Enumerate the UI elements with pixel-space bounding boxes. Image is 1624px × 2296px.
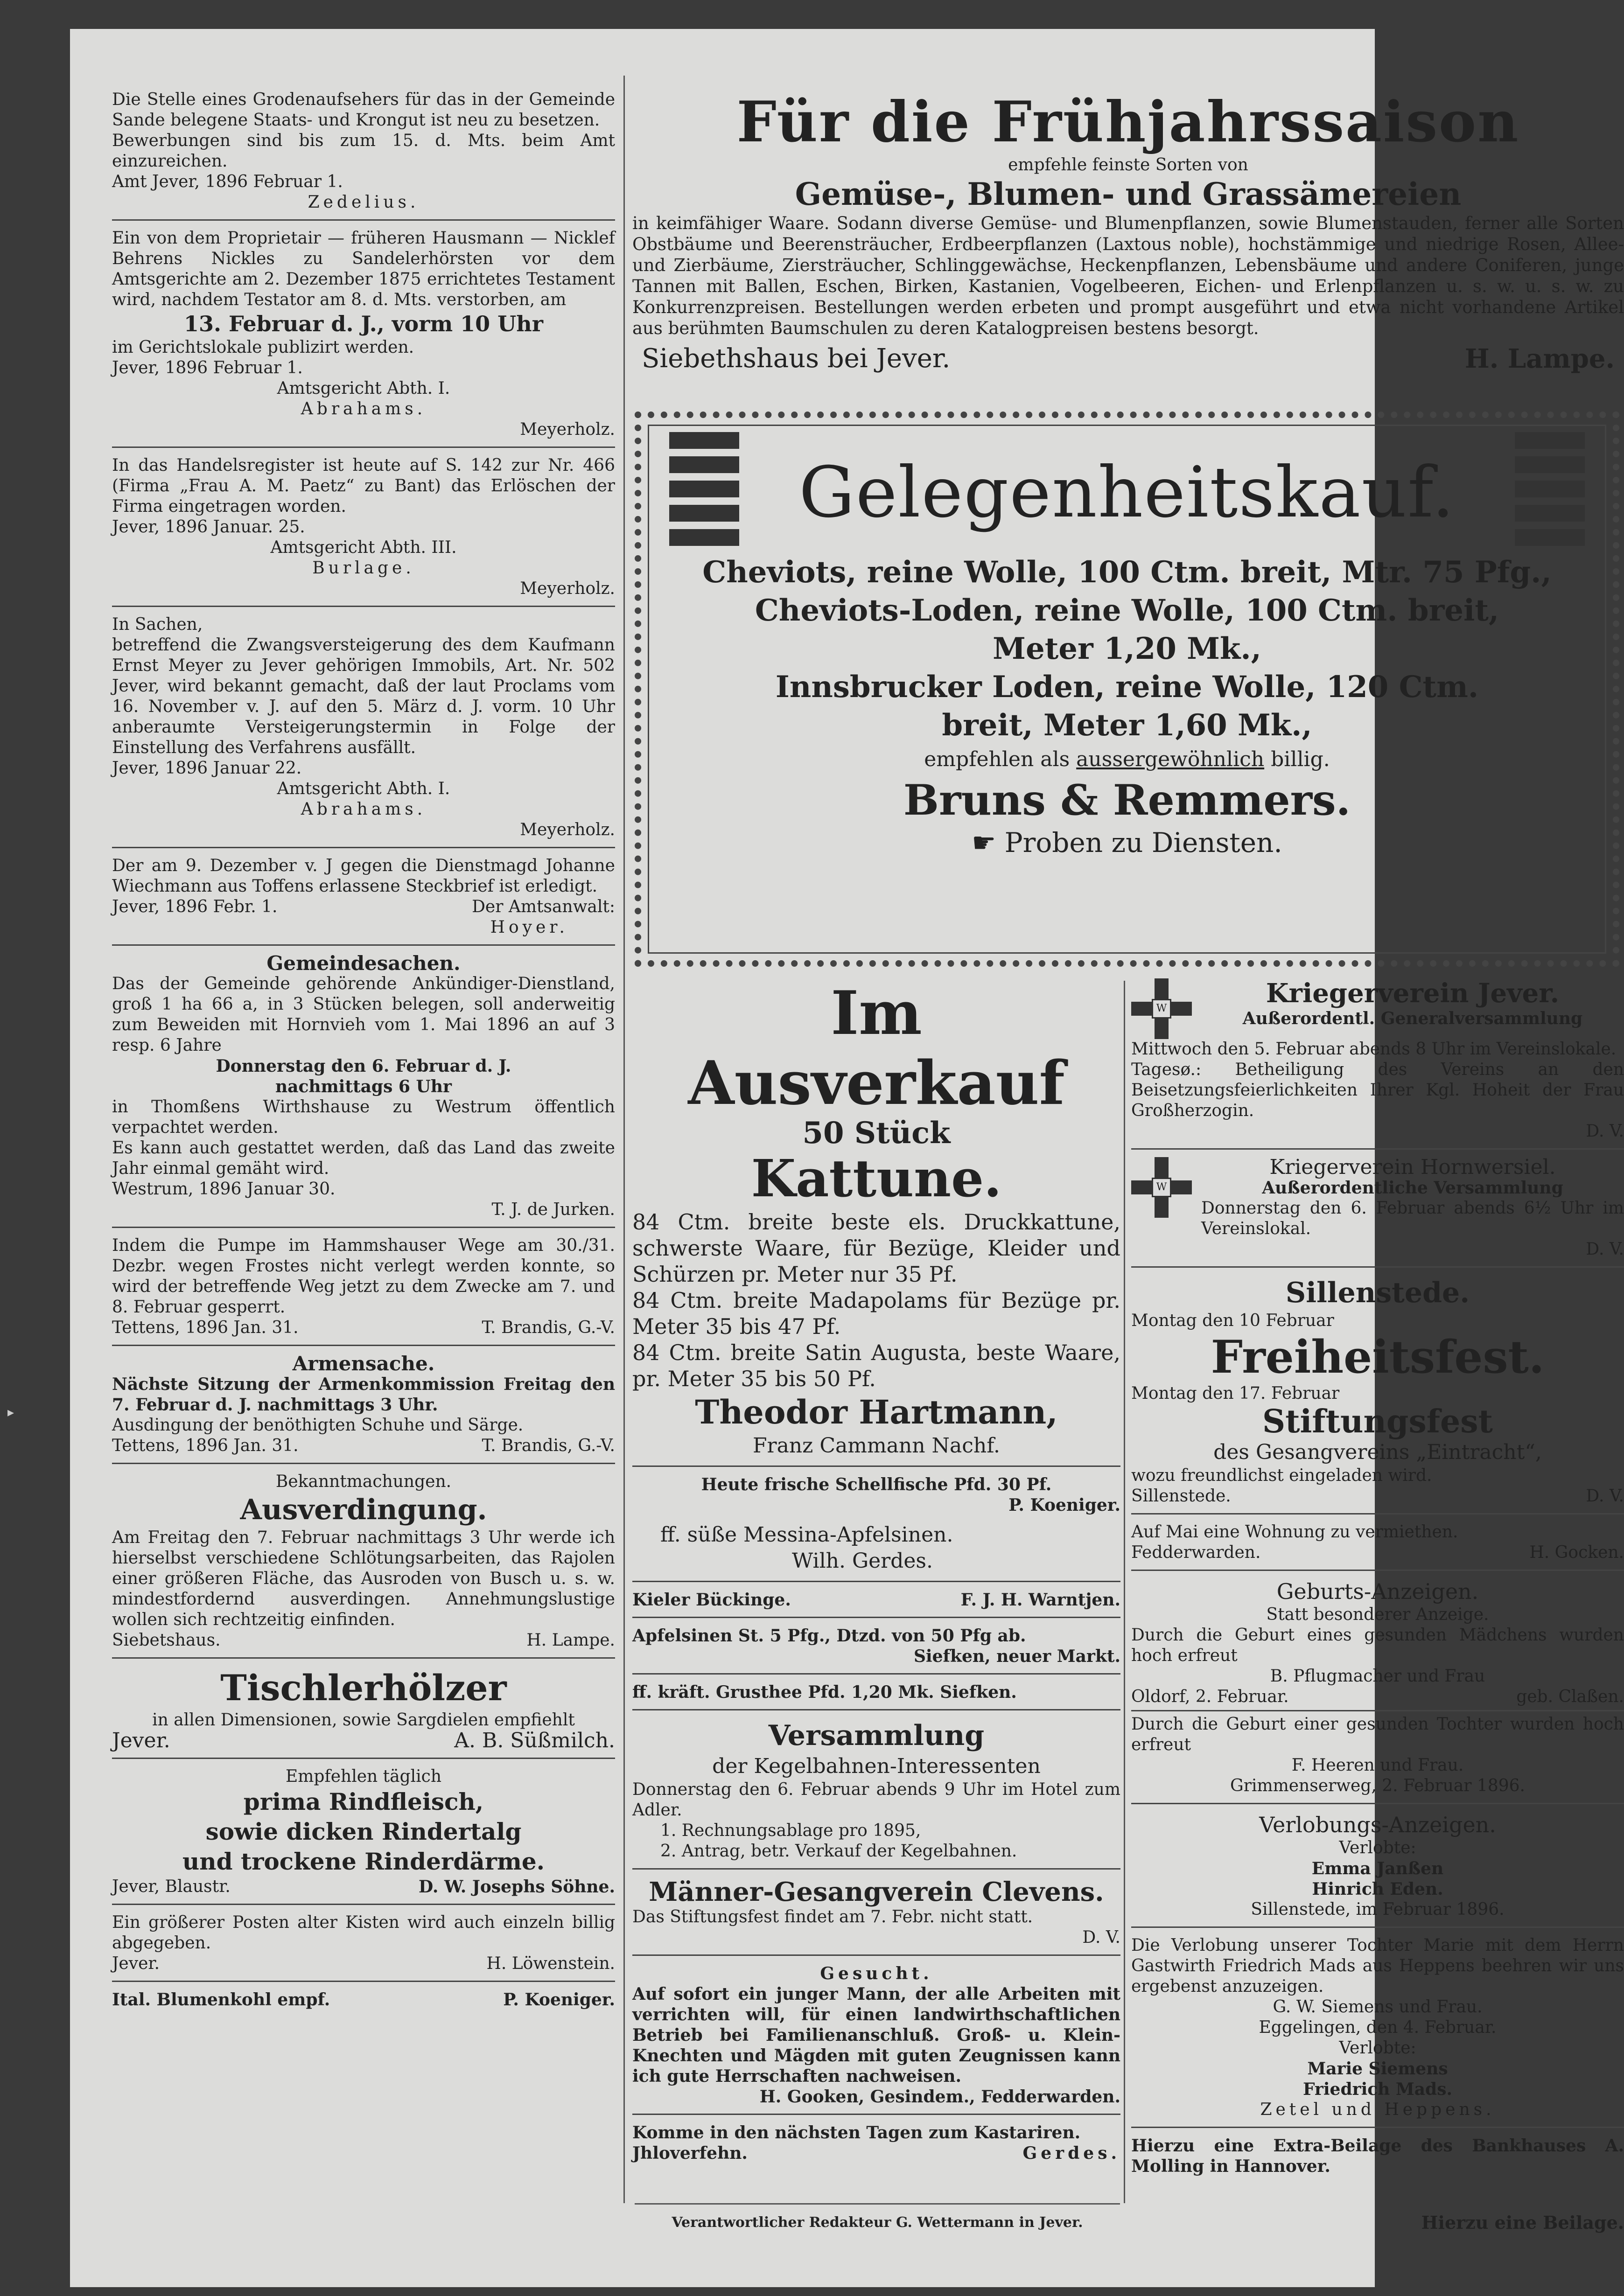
notice-text: Nächste Sitzung der Armenkommission Freitag den 7. Februar d. J. nachmittags 3 Uhr. — [112, 1375, 615, 1415]
ad-tischlerhoelzer — [112, 1666, 615, 1751]
notice-grodenaufseher — [112, 90, 615, 213]
ad-names: Hinrich Eden. — [1312, 1879, 1443, 1899]
ad-firm: P. Koeniger. — [1008, 1495, 1120, 1515]
ad-firm: D. W. Josephs Söhne. — [418, 1877, 615, 1897]
ad-maennergesangverein — [632, 1877, 1120, 1948]
iron-cross-icon: W — [1131, 1157, 1192, 1218]
ad-signature: D. V. — [1586, 1122, 1624, 1141]
notice-clerk: Meyerholz. — [520, 579, 615, 598]
middle-column — [632, 978, 1120, 2170]
notice-date: Tettens, 1896 Jan. 31. — [112, 1318, 299, 1337]
ad-firm: Theodor Hartmann, — [695, 1393, 1058, 1431]
section-heading: Bekanntmachungen. — [275, 1472, 452, 1491]
ad-place: Jhloverfehn. — [632, 2143, 748, 2163]
notice-date: Jever, 1896 Februar 1. — [112, 358, 303, 377]
ad-blumenkohl — [112, 1989, 615, 2010]
ad-text: Die Verlobung unserer Tochter Marie mit dem Herrn Gastwirth Friedrich Mads aus Heppens beehren wir uns ergebenst anzuzeigen. — [1131, 1936, 1624, 1996]
ad-kriegerverein-jever — [1131, 978, 1624, 1142]
ad-text: Heute frische Schellfische Pfd. 30 Pf. — [701, 1475, 1052, 1494]
ad-headline: Stiftungsfest — [1262, 1403, 1493, 1440]
ad-grusthee — [632, 1682, 1120, 1703]
notice-date: Tettens, 1896 Jan. 31. — [112, 1436, 299, 1455]
ad-text: Mittwoch den 5. Februar abends 8 Uhr im Vereinslokale. — [1131, 1040, 1617, 1059]
ad-item: 84 Ctm. breite beste els. Druckkattune, schwerste Waare, für Bezüge, Kleider und Schürzen pr. Meter nur 35 Pf. — [632, 1209, 1120, 1287]
page-edge-arrow-icon: ▸ — [7, 1404, 14, 1420]
ad-subtitle: Verlobte: — [1339, 2038, 1416, 2058]
ad-firm: Wilh. Gerdes. — [792, 1549, 933, 1573]
ad-subtitle: der Kegelbahnen-Interessenten — [712, 1754, 1041, 1778]
ad-line: breit, Meter 1,60 Mk., — [942, 708, 1312, 743]
notice-signature: Hoyer. — [490, 918, 568, 937]
ad-title: Gelegenheitskauf. — [798, 452, 1456, 533]
ad-title: Im Ausverkauf — [688, 978, 1065, 1118]
notice-text: Ausdingung der benöthigten Schuhe und Särge. — [112, 1416, 524, 1435]
notice-text: Die Stelle eines Grodenaufsehers für das in der Gemeinde Sande belegene Staats- und Krongut ist neu zu besetzen. — [112, 90, 615, 130]
ad-names: geb. Claßen. — [1516, 1687, 1624, 1706]
notice-time-highlight: nachmittags 6 Uhr — [275, 1077, 452, 1096]
ad-line: Cheviots-Loden, reine Wolle, 100 Ctm. breit, — [755, 593, 1499, 628]
notice-clerk: Meyerholz. — [520, 820, 615, 839]
ad-rindfleisch — [112, 1766, 615, 1897]
ad-names: F. Heeren und Frau. — [1291, 1756, 1464, 1775]
ad-firm: Bruns & Remmers. — [903, 775, 1351, 825]
ad-place: Jever, Blaustr. — [112, 1877, 231, 1896]
column-divider — [1124, 981, 1125, 2203]
ad-subtitle: 50 Stück — [802, 1116, 951, 1151]
notice-date: Westrum, 1896 Januar 30. — [112, 1179, 336, 1199]
beilage-note: Hierzu eine Beilage. — [1421, 2212, 1624, 2233]
notice-text: Bewerbungen sind bis zum 15. d. Mts. beim Amt einzureichen. — [112, 131, 615, 171]
ad-place: Siebethshaus bei Jever. — [642, 343, 951, 374]
ad-date: Montag den 17. Februar — [1131, 1384, 1340, 1403]
ad-text: Auf sofort ein junger Mann, der alle Arbeiten mit verrichten will, für einen landwirthschaftlichen Betrieb bei Familienanschluß. Groß- u. Klein-Knechten und Mägden mit guten Zeugnissen kann ich gute Herrschaften nachweisen. — [632, 1984, 1120, 2086]
ad-sillenstede-feste — [1131, 1275, 1624, 1507]
notice-authority: Amtsgericht Abth. I. — [277, 779, 450, 798]
notice-text: Das der Gemeinde gehörende Ankündiger-Dienstland, groß 1 ha 66 a, in 3 Stücken belegen, soll anderweitig zum Beweiden mit Hornvieh vom 1. Mai 1896 an auf 3 resp. 6 Jahre — [112, 974, 615, 1055]
ad-names: Friedrich Mads. — [1302, 2080, 1453, 2099]
notice-ausverdingung — [112, 1472, 615, 1651]
ad-signature: H. Gocken. — [1529, 1543, 1624, 1562]
ad-place: Fedderwarden. — [1131, 1543, 1261, 1562]
section-heading: Geburts-Anzeigen. — [1276, 1579, 1479, 1604]
ad-place: Jever. — [112, 1729, 170, 1752]
notice-authority: Amtsgericht Abth. III. — [270, 538, 457, 557]
pointing-hand-icon — [1515, 432, 1585, 553]
ad-item: 84 Ctm. breite Madapolams für Bezüge pr. Meter 35 bis 47 Pf. — [632, 1288, 1120, 1339]
ad-text: Tagesø.: Betheiligung des Vereins an den Beisetzungsfeierlichkeiten Ihrer Kgl. Hoheit der Frau Großherzogin. — [1131, 1060, 1624, 1120]
ad-text: Proben zu Diensten. — [1004, 827, 1282, 858]
ad-line: Innsbrucker Loden, reine Wolle, 120 Ctm. — [775, 670, 1479, 705]
ad-title: Gesucht. — [820, 1964, 933, 1983]
ad-date: Montag den 10 Februar — [1131, 1311, 1334, 1330]
ad-title: Versammlung — [768, 1719, 985, 1752]
notice-signature: Abrahams. — [301, 399, 427, 419]
verlobungs-anzeigen — [1131, 1812, 1624, 1920]
ad-place: Sillenstede. — [1131, 1486, 1231, 1506]
ad-firm: H. Gooken, Gesindem., Fedderwarden. — [759, 2087, 1120, 2107]
ad-names: G. W. Siemens und Frau. — [1273, 1997, 1483, 2017]
geburts-anzeigen — [1131, 1578, 1624, 1796]
notice-date-highlight: 13. Februar d. J., vorm 10 Uhr — [184, 311, 543, 336]
ad-names: B. Pflugmacher und Frau — [1270, 1667, 1485, 1686]
ad-fruehjahrssaison — [632, 90, 1624, 375]
notice-text: Der am 9. Dezember v. J gegen die Dienstmagd Johanne Wiechmann aus Toffens erlassene Steckbrief ist erledigt. — [112, 856, 615, 896]
ad-versammlung — [632, 1718, 1120, 1862]
ad-title: prima Rindfleisch, — [243, 1788, 484, 1815]
ad-gesucht — [632, 1963, 1120, 2107]
agenda-item: 2. Antrag, betr. Verkauf der Kegelbahnen. — [660, 1842, 1017, 1861]
notice-text: Indem die Pumpe im Hammshauser Wege am 30./31. Dezbr. wegen Frostes nicht verlegt werden konnte, so wird der betreffende Weg jetzt zu dem Zwecke am 7. und 8. Februar gesperrt. — [112, 1236, 615, 1317]
ad-place: Eggelingen, den 4. Februar. — [1259, 2018, 1497, 2037]
ad-text: Auf Mai eine Wohnung zu vermiethen. — [1131, 1522, 1458, 1542]
notice-date: Jever, 1896 Januar 22. — [112, 759, 302, 778]
ad-text: Apfelsinen St. 5 Pfg., Dtzd. von 50 Pfg ab. — [632, 1626, 1026, 1646]
ad-ausverkauf — [632, 978, 1120, 1459]
ad-text: ff. kräft. Grusthee Pfd. 1,20 Mk. Siefken. — [632, 1682, 1017, 1702]
ad-firm: P. Koeniger. — [503, 1990, 615, 2010]
ad-text: Hierzu eine Extra-Beilage des Bankhauses A. Molling in Hannover. — [1131, 2136, 1624, 2176]
ad-title: Ausverdingung. — [240, 1493, 487, 1526]
ad-place: Jever. — [112, 1954, 160, 1973]
pointing-hand-icon — [669, 432, 739, 553]
ad-text: Empfehlen täglich — [285, 1767, 442, 1786]
ad-firm: Gerdes. — [1022, 2143, 1120, 2163]
ad-text: ff. süße Messina-Apfelsinen. — [660, 1523, 953, 1547]
ad-text: Das Stiftungsfest findet am 7. Febr. nicht statt. — [632, 1907, 1033, 1926]
notice-clerk: Meyerholz. — [520, 420, 615, 439]
ad-headline: Gemüse-, Blumen- und Grassämereien — [795, 176, 1462, 212]
newspaper-page — [70, 29, 1624, 2287]
ad-text: Kieler Bückinge. — [632, 1590, 791, 1610]
notice-text: in Thomßens Wirthshause zu Westrum öffentlich verpachtet werden. — [112, 1097, 615, 1137]
ad-text: Durch die Geburt einer gesunden Tochter wurden hoch erfreut — [1131, 1715, 1624, 1754]
ad-gelegenheitskauf — [635, 412, 1619, 967]
ad-firm: A. B. Süßmilch. — [454, 1729, 615, 1752]
notice-text: Es kann auch gestattet werden, daß das Land das zweite Jahr einmal gemäht wird. — [112, 1138, 615, 1178]
ad-subtitle: Statt besonderer Anzeige. — [1266, 1605, 1489, 1624]
notice-signature: Zedelius. — [308, 193, 420, 212]
section-heading: Gemeindesachen. — [266, 952, 461, 975]
notice-text: Ein von dem Proprietair — früheren Hausmann — Nicklef Behrens Nickles zu Sandelerhörsten vor dem Amtsgerichte am 2. Dezember 1875 errichtetes Testament wird, nachdem Testator am 8. d. Mts. verstorben, am — [112, 229, 615, 309]
notice-signature: Burlage. — [312, 558, 415, 578]
footer-editor: Verantwortlicher Redakteur G. Wettermann in Jever. — [672, 2214, 1083, 2231]
notice-text: Am Freitag den 7. Februar nachmittags 3 Uhr werde ich hierselbst verschiedene Schlötungsarbeiten, das Rajolen einer größeren Fläche, das Ausroden von Busch u. s. w. mindestfordernd ausverdingen. Annehmungslustige wollen sich rechtzeitig einfinden. — [112, 1528, 615, 1629]
ad-text: billig. — [1271, 747, 1330, 771]
notice-signature: Abrahams. — [301, 800, 427, 819]
ad-place: Zetel und Heppens. — [1260, 2100, 1495, 2119]
section-heading: Armensache. — [292, 1352, 435, 1375]
notice-signature: T. Brandis, G.-V. — [482, 1436, 615, 1455]
ad-text: in allen Dimensionen, sowie Sargdielen empfiehlt — [152, 1710, 575, 1730]
ad-title: Für die Frühjahrssaison — [736, 89, 1520, 155]
notice-place: Siebetshaus. — [112, 1631, 221, 1650]
iron-cross-icon: W — [1131, 978, 1192, 1039]
ad-wohnung — [1131, 1522, 1624, 1563]
ad-names: Marie Siemens — [1307, 2059, 1448, 2079]
ad-subtitle: Außerordentliche Versammlung — [1262, 1178, 1563, 1198]
ad-text-emphasis: aussergewöhnlich — [1076, 747, 1265, 771]
ad-text: Donnerstag den 6. Februar abends 9 Uhr im Hotel zum Adler. — [632, 1780, 1120, 1820]
notice-handelsregister — [112, 455, 615, 599]
ad-headline: Kattune. — [751, 1148, 1002, 1208]
ad-text: wozu freundlichst eingeladen wird. — [1131, 1466, 1432, 1485]
ad-apfelsinen-siefken — [632, 1626, 1120, 1667]
ad-headline: Freiheitsfest. — [1211, 1331, 1545, 1383]
ad-signature: D. V. — [1586, 1240, 1624, 1259]
ad-subtitle: des Gesangvereins „Eintracht“, — [1213, 1440, 1542, 1464]
ad-title: Sillenstede. — [1285, 1277, 1470, 1309]
footer-rule — [635, 2203, 1120, 2205]
ad-apfelsinen — [632, 1522, 1120, 1574]
notice-pumpe — [112, 1235, 615, 1338]
ad-text: in keimfähiger Waare. Sodann diverse Gemüse- und Blumenpflanzen, sowie Blumenstauden, ferner alle Sorten Obstbäume und Beerensträucher, Erdbeerpflanzen (Laxtous noble), hochstämmige und niedrige Rosen, Allee- und Zierbäume, Ziersträucher, Schlinggewächse, Heckenpflanzen, Lebensbäume und andere Coniferen, junge Tannen mit Ballen, Eschen, Birken, Kastanien, Vogelbeeren, Eichen- und Erlenpflanzen u. s. w. u. s. w. zu Konkurrenzpreisen. Bestellungen werden erbeten und prompt ausgeführt und etwa nicht vorhandene Artikel aus berühmten Baumschulen zu deren Katalogpreisen bestens besorgt. — [632, 213, 1624, 338]
ad-signature: D. V. — [1082, 1928, 1120, 1947]
ad-text: Donnerstag den 6. Februar abends 6½ Uhr im Vereinslokal. — [1201, 1199, 1624, 1238]
ad-signature: D. V. — [1586, 1486, 1624, 1506]
ad-kriegerverein-hornwersiel — [1131, 1157, 1624, 1260]
notice-date-highlight: Donnerstag den 6. Februar d. J. — [216, 1056, 511, 1076]
notice-testament — [112, 228, 615, 440]
ad-text: Komme in den nächsten Tagen zum Kastariren. — [632, 2123, 1081, 2142]
ad-subtitle: Verlobte: — [1339, 1838, 1416, 1857]
notice-authority: Amtsgericht Abth. I. — [277, 379, 450, 398]
ad-title: Kriegerverein Hornwersiel. — [1269, 1155, 1556, 1179]
ad-line: Cheviots, reine Wolle, 100 Ctm. breit, Mtr. 75 Pfg., — [702, 555, 1552, 590]
ad-firm: H. Lampe. — [1464, 343, 1615, 374]
notice-signature: T. J. de Jurken. — [491, 1200, 615, 1219]
ad-text: Durch die Geburt eines gesunden Mädchens wurden hoch erfreut — [1131, 1626, 1624, 1665]
notice-authority: Der Amtsanwalt: — [472, 897, 615, 916]
notice-text: betreffend die Zwangsversteigerung des dem Kaufmann Ernst Meyer zu Jever gehörigen Immobils, Art. Nr. 502 Jever, wird bekannt gemacht, daß der laut Proclams vom 16. November v. J. auf den 5. März d. J. vorm. 10 Uhr anberaumte Versteigerungstermin in Folge der Einstellung des Verfahrens ausfällt. — [112, 635, 615, 757]
ad-title: Männer-Gesangverein Clevens. — [649, 1877, 1104, 1907]
ad-schellfische — [632, 1474, 1120, 1515]
ad-title: und trockene Rinderdärme. — [182, 1848, 545, 1875]
right-column — [1131, 978, 1624, 2183]
ad-firm-subtitle: Franz Cammann Nachf. — [753, 1434, 1000, 1458]
ad-kastariren — [632, 2122, 1120, 2163]
section-heading: Verlobungs-Anzeigen. — [1259, 1812, 1496, 1837]
notice-gemeindesachen — [112, 953, 615, 1220]
notice-text: im Gerichtslokale publizirt werden. — [112, 338, 414, 357]
ad-text: Ital. Blumenkohl empf. — [112, 1990, 330, 2010]
notice-date: Amt Jever, 1896 Februar 1. — [112, 172, 343, 191]
ad-line: Meter 1,20 Mk., — [993, 631, 1261, 666]
ad-firm: H. Löwenstein. — [486, 1954, 615, 1973]
column-divider — [623, 76, 625, 2203]
notice-steckbrief — [112, 856, 615, 938]
pointing-hand-icon: ☛ — [972, 827, 996, 858]
notice-text: In Sachen, — [112, 615, 203, 634]
left-column — [112, 90, 615, 2010]
notice-text: In das Handelsregister ist heute auf S. 142 zur Nr. 466 (Firma „Frau A. M. Paetz“ zu Bant) das Erlöschen der Firma eingetragen worden. — [112, 456, 615, 516]
ad-names: Emma Janßen — [1311, 1859, 1444, 1878]
notice-date: Jever, 1896 Januar. 25. — [112, 517, 305, 537]
ad-title: Kriegerverein Jever. — [1266, 978, 1560, 1009]
ad-kisten — [112, 1912, 615, 1974]
notice-signature: H. Lampe. — [526, 1631, 615, 1650]
beilage-notice — [1131, 2135, 1624, 2177]
ad-subtitle: empfehle feinste Sorten von — [1008, 155, 1248, 174]
notice-zwangsversteigerung — [112, 614, 615, 840]
notice-date: Jever, 1896 Febr. 1. — [112, 897, 278, 916]
notice-signature: T. Brandis, G.-V. — [482, 1318, 615, 1337]
notice-armensache — [112, 1354, 615, 1456]
verlobung-siemens — [1131, 1935, 1624, 2120]
ad-place: Oldorf, 2. Februar. — [1131, 1687, 1289, 1706]
ad-subtitle: Außerordentl. Generalversammlung — [1242, 1009, 1583, 1028]
ad-place: Sillenstede, im Februar 1896. — [1251, 1900, 1505, 1919]
ad-firm: Siefken, neuer Markt. — [913, 1647, 1120, 1666]
ad-bueckinge — [632, 1590, 1120, 1610]
ad-title: sowie dicken Rindertalg — [205, 1818, 522, 1845]
ad-item: 84 Ctm. breite Satin Augusta, beste Waare, pr. Meter 35 bis 50 Pf. — [632, 1340, 1120, 1391]
ad-title: Tischlerhölzer — [220, 1667, 507, 1709]
ad-text: Ein größerer Posten alter Kisten wird auch einzeln billig abgegeben. — [112, 1913, 615, 1953]
agenda-item: 1. Rechnungsablage pro 1895, — [660, 1821, 921, 1840]
ad-text: empfehlen als — [924, 747, 1070, 771]
ad-firm: F. J. H. Warntjen. — [960, 1590, 1120, 1610]
ad-place: Grimmenserweg, 2. Februar 1896. — [1230, 1776, 1525, 1795]
